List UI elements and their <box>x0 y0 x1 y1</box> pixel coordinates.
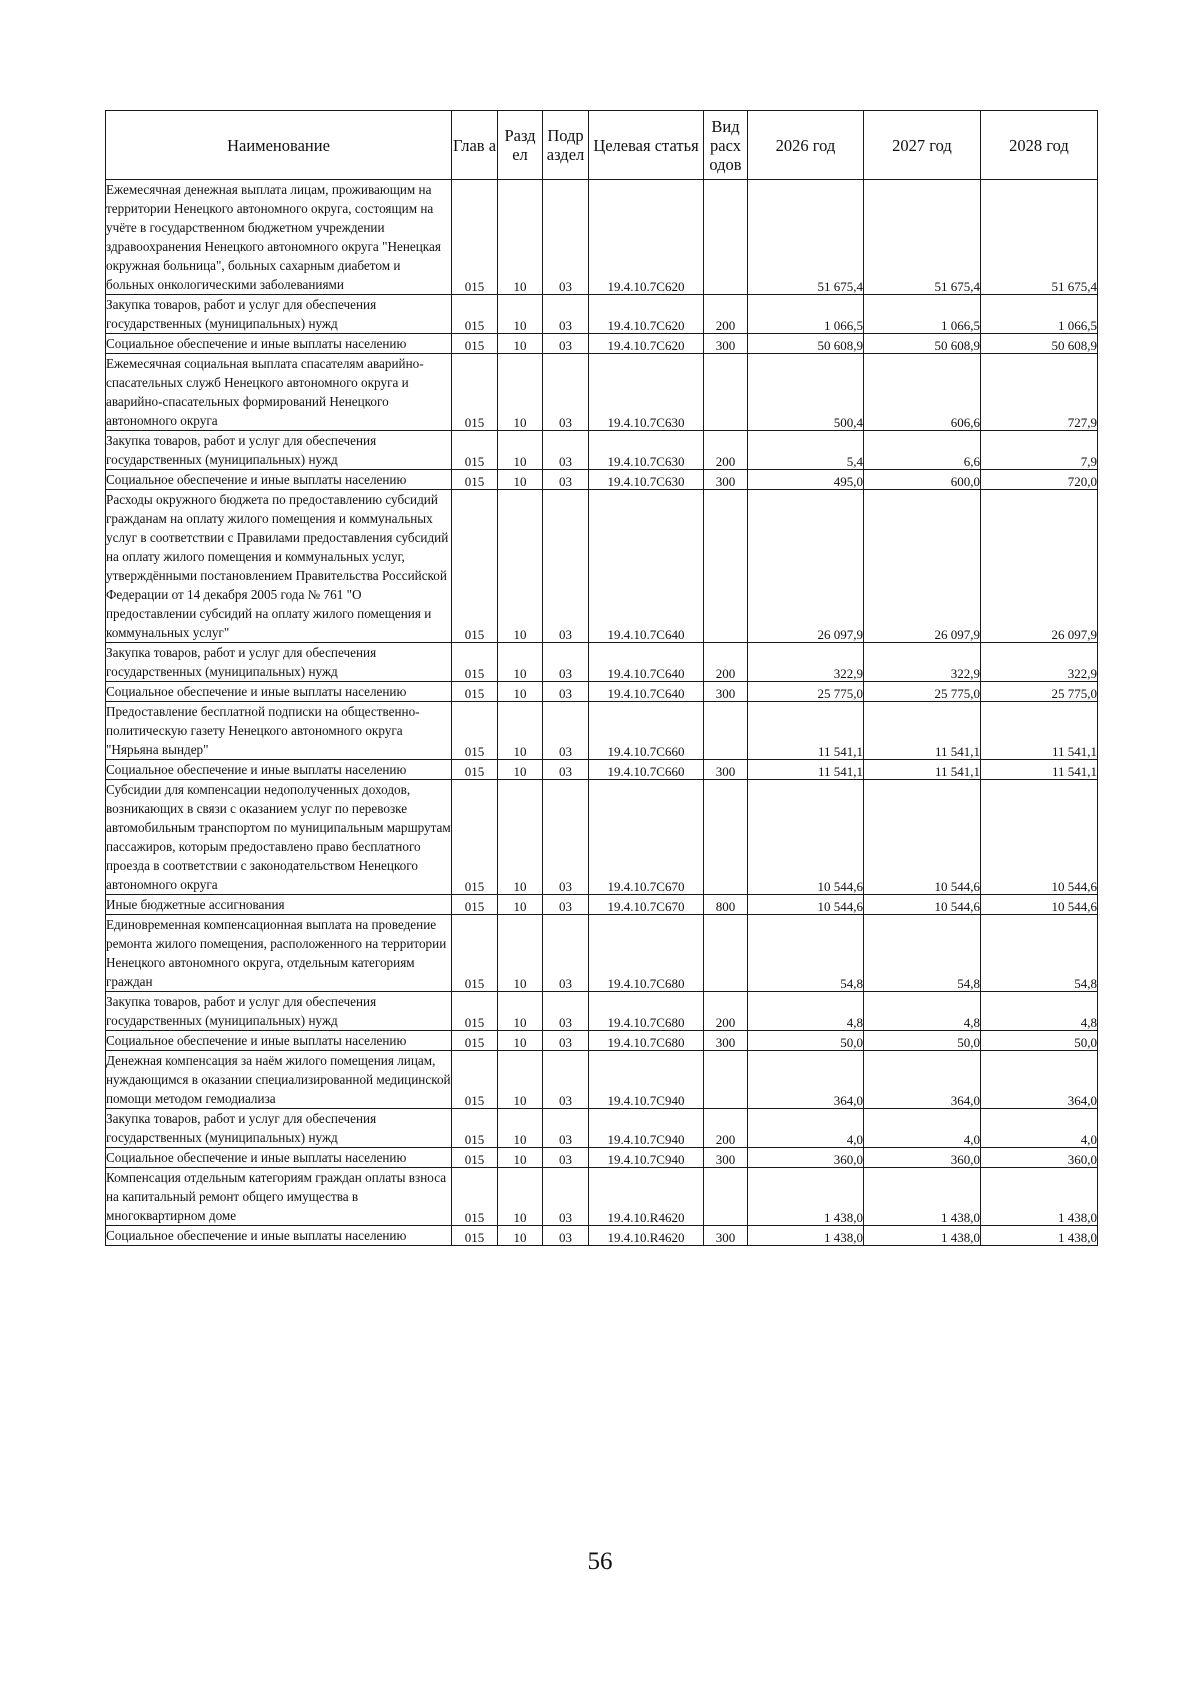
table-row <box>106 1051 1098 1109</box>
cell-podrazdel: 03 <box>543 1148 589 1168</box>
cell-2026: 11 541,1 <box>748 760 864 780</box>
cell-razdel: 10 <box>498 490 543 643</box>
cell-vid: 300 <box>704 682 748 702</box>
header-razdel: Разд ел <box>498 111 543 180</box>
cell-2027: 26 097,9 <box>864 490 981 643</box>
cell-podrazdel: 03 <box>543 470 589 490</box>
cell-glava: 015 <box>452 470 498 490</box>
header-2028: 2028 год <box>981 111 1098 180</box>
cell-razdel: 10 <box>498 1226 543 1246</box>
cell-razdel: 10 <box>498 1031 543 1051</box>
table-row <box>106 490 1098 643</box>
cell-glava: 015 <box>452 1226 498 1246</box>
header-2026: 2026 год <box>748 111 864 180</box>
cell-2027: 606,6 <box>864 354 981 431</box>
cell-target: 19.4.10.7С660 <box>589 702 704 760</box>
cell-2027: 1 438,0 <box>864 1168 981 1226</box>
cell-glava: 015 <box>452 431 498 470</box>
cell-glava: 015 <box>452 643 498 682</box>
cell-razdel: 10 <box>498 682 543 702</box>
cell-razdel: 10 <box>498 1148 543 1168</box>
cell-glava: 015 <box>452 780 498 895</box>
cell-2026: 26 097,9 <box>748 490 864 643</box>
cell-2028: 7,9 <box>981 431 1098 470</box>
table-row <box>106 354 1098 431</box>
cell-target: 19.4.10.7С640 <box>589 643 704 682</box>
cell-2027: 11 541,1 <box>864 702 981 760</box>
cell-2028: 4,0 <box>981 1109 1098 1148</box>
cell-vid <box>704 1051 748 1109</box>
table-row <box>106 334 1098 354</box>
cell-2028: 10 544,6 <box>981 895 1098 915</box>
cell-2028: 4,8 <box>981 992 1098 1031</box>
cell-podrazdel: 03 <box>543 490 589 643</box>
cell-target: 19.4.10.R4620 <box>589 1226 704 1246</box>
cell-2027: 4,0 <box>864 1109 981 1148</box>
cell-2028: 1 438,0 <box>981 1226 1098 1246</box>
cell-2028: 25 775,0 <box>981 682 1098 702</box>
cell-name: Иные бюджетные ассигнования <box>106 895 452 915</box>
cell-target: 19.4.10.7С630 <box>589 431 704 470</box>
cell-2028: 322,9 <box>981 643 1098 682</box>
cell-vid: 200 <box>704 1109 748 1148</box>
table-row <box>106 760 1098 780</box>
cell-podrazdel: 03 <box>543 1051 589 1109</box>
cell-podrazdel: 03 <box>543 760 589 780</box>
cell-2027: 4,8 <box>864 992 981 1031</box>
cell-2026: 10 544,6 <box>748 895 864 915</box>
cell-podrazdel: 03 <box>543 334 589 354</box>
cell-name: Субсидии для компенсации недополученных доходов, возникающих в связи с оказанием услуг по перевозке автомобильным транспортом по муниципальным маршрутам пассажиров, которым предоставлено право бесплатного проезда в соответствии с законодательством Ненецкого автономного округа <box>106 780 452 895</box>
cell-vid <box>704 490 748 643</box>
header-podrazdel: Подр аздел <box>543 111 589 180</box>
cell-vid: 300 <box>704 334 748 354</box>
cell-name: Закупка товаров, работ и услуг для обеспечения государственных (муниципальных) нужд <box>106 643 452 682</box>
cell-2027: 25 775,0 <box>864 682 981 702</box>
header-name: Наименование <box>106 111 452 180</box>
cell-podrazdel: 03 <box>543 702 589 760</box>
table-row <box>106 1226 1098 1246</box>
cell-2028: 1 438,0 <box>981 1168 1098 1226</box>
cell-2026: 10 544,6 <box>748 780 864 895</box>
cell-vid <box>704 780 748 895</box>
cell-2027: 360,0 <box>864 1148 981 1168</box>
cell-name: Социальное обеспечение и иные выплаты населению <box>106 682 452 702</box>
cell-glava: 015 <box>452 895 498 915</box>
cell-razdel: 10 <box>498 470 543 490</box>
cell-glava: 015 <box>452 334 498 354</box>
table-row <box>106 1168 1098 1226</box>
cell-name: Ежемесячная социальная выплата спасателям аварийно-спасательных служб Ненецкого автономного округа и аварийно-спасательных формирований Ненецкого автономного округа <box>106 354 452 431</box>
cell-target: 19.4.10.7С670 <box>589 780 704 895</box>
cell-razdel: 10 <box>498 1051 543 1109</box>
cell-vid: 200 <box>704 295 748 334</box>
cell-vid: 200 <box>704 643 748 682</box>
table-row <box>106 682 1098 702</box>
cell-razdel: 10 <box>498 702 543 760</box>
cell-target: 19.4.10.7С660 <box>589 760 704 780</box>
header-glava: Глав а <box>452 111 498 180</box>
cell-podrazdel: 03 <box>543 1226 589 1246</box>
cell-target: 19.4.10.R4620 <box>589 1168 704 1226</box>
cell-glava: 015 <box>452 1031 498 1051</box>
cell-podrazdel: 03 <box>543 354 589 431</box>
cell-razdel: 10 <box>498 1109 543 1148</box>
cell-2027: 10 544,6 <box>864 780 981 895</box>
cell-2027: 600,0 <box>864 470 981 490</box>
cell-target: 19.4.10.7С940 <box>589 1051 704 1109</box>
cell-glava: 015 <box>452 1148 498 1168</box>
cell-target: 19.4.10.7С630 <box>589 354 704 431</box>
cell-2027: 10 544,6 <box>864 895 981 915</box>
cell-2026: 364,0 <box>748 1051 864 1109</box>
cell-target: 19.4.10.7С620 <box>589 295 704 334</box>
cell-vid: 800 <box>704 895 748 915</box>
cell-glava: 015 <box>452 490 498 643</box>
cell-2027: 364,0 <box>864 1051 981 1109</box>
cell-glava: 015 <box>452 1168 498 1226</box>
cell-2027: 322,9 <box>864 643 981 682</box>
cell-target: 19.4.10.7С640 <box>589 490 704 643</box>
cell-razdel: 10 <box>498 354 543 431</box>
cell-target: 19.4.10.7С640 <box>589 682 704 702</box>
cell-name: Закупка товаров, работ и услуг для обеспечения государственных (муниципальных) нужд <box>106 992 452 1031</box>
table-header-row <box>106 111 1098 180</box>
cell-2026: 4,0 <box>748 1109 864 1148</box>
table-row <box>106 470 1098 490</box>
cell-glava: 015 <box>452 682 498 702</box>
cell-2028: 50 608,9 <box>981 334 1098 354</box>
cell-razdel: 10 <box>498 1168 543 1226</box>
cell-vid <box>704 354 748 431</box>
cell-razdel: 10 <box>498 431 543 470</box>
cell-podrazdel: 03 <box>543 180 589 295</box>
cell-razdel: 10 <box>498 295 543 334</box>
cell-podrazdel: 03 <box>543 780 589 895</box>
cell-vid <box>704 180 748 295</box>
cell-2027: 6,6 <box>864 431 981 470</box>
cell-glava: 015 <box>452 295 498 334</box>
cell-target: 19.4.10.7С680 <box>589 915 704 992</box>
cell-vid: 200 <box>704 431 748 470</box>
table-row <box>106 915 1098 992</box>
cell-name: Денежная компенсация за наём жилого помещения лицам, нуждающимся в оказании специализированной медицинской помощи методом гемодиализа <box>106 1051 452 1109</box>
cell-2028: 360,0 <box>981 1148 1098 1168</box>
budget-table <box>105 110 1098 1246</box>
cell-razdel: 10 <box>498 780 543 895</box>
cell-2027: 50,0 <box>864 1031 981 1051</box>
cell-vid <box>704 702 748 760</box>
cell-2026: 1 066,5 <box>748 295 864 334</box>
cell-target: 19.4.10.7С620 <box>589 180 704 295</box>
cell-razdel: 10 <box>498 915 543 992</box>
cell-podrazdel: 03 <box>543 1168 589 1226</box>
cell-2027: 1 066,5 <box>864 295 981 334</box>
cell-2027: 1 438,0 <box>864 1226 981 1246</box>
cell-2028: 10 544,6 <box>981 780 1098 895</box>
cell-glava: 015 <box>452 702 498 760</box>
cell-podrazdel: 03 <box>543 1031 589 1051</box>
cell-razdel: 10 <box>498 895 543 915</box>
cell-target: 19.4.10.7С940 <box>589 1148 704 1168</box>
cell-vid: 300 <box>704 1031 748 1051</box>
cell-2026: 322,9 <box>748 643 864 682</box>
page-number: 56 <box>587 1548 613 1575</box>
header-2027: 2027 год <box>864 111 981 180</box>
cell-vid <box>704 915 748 992</box>
cell-glava: 015 <box>452 1051 498 1109</box>
cell-name: Социальное обеспечение и иные выплаты населению <box>106 760 452 780</box>
cell-name: Закупка товаров, работ и услуг для обеспечения государственных (муниципальных) нужд <box>106 295 452 334</box>
cell-target: 19.4.10.7С680 <box>589 1031 704 1051</box>
cell-2026: 495,0 <box>748 470 864 490</box>
cell-glava: 015 <box>452 992 498 1031</box>
cell-2026: 50,0 <box>748 1031 864 1051</box>
cell-name: Социальное обеспечение и иные выплаты населению <box>106 1031 452 1051</box>
table-row <box>106 1031 1098 1051</box>
cell-2028: 54,8 <box>981 915 1098 992</box>
cell-2026: 4,8 <box>748 992 864 1031</box>
cell-2028: 51 675,4 <box>981 180 1098 295</box>
table-row <box>106 295 1098 334</box>
cell-target: 19.4.10.7С620 <box>589 334 704 354</box>
cell-2026: 54,8 <box>748 915 864 992</box>
cell-vid: 300 <box>704 470 748 490</box>
cell-2028: 50,0 <box>981 1031 1098 1051</box>
cell-2028: 720,0 <box>981 470 1098 490</box>
table-row <box>106 1148 1098 1168</box>
table-row <box>106 643 1098 682</box>
cell-name: Социальное обеспечение и иные выплаты населению <box>106 470 452 490</box>
cell-2028: 26 097,9 <box>981 490 1098 643</box>
cell-name: Социальное обеспечение и иные выплаты населению <box>106 1148 452 1168</box>
table-row <box>106 895 1098 915</box>
cell-2027: 11 541,1 <box>864 760 981 780</box>
cell-2028: 364,0 <box>981 1051 1098 1109</box>
cell-vid <box>704 1168 748 1226</box>
cell-target: 19.4.10.7С630 <box>589 470 704 490</box>
cell-podrazdel: 03 <box>543 643 589 682</box>
cell-target: 19.4.10.7С670 <box>589 895 704 915</box>
cell-razdel: 10 <box>498 760 543 780</box>
cell-2028: 727,9 <box>981 354 1098 431</box>
cell-target: 19.4.10.7С940 <box>589 1109 704 1148</box>
cell-podrazdel: 03 <box>543 915 589 992</box>
table-row <box>106 431 1098 470</box>
cell-podrazdel: 03 <box>543 431 589 470</box>
cell-razdel: 10 <box>498 180 543 295</box>
cell-podrazdel: 03 <box>543 992 589 1031</box>
cell-2026: 1 438,0 <box>748 1226 864 1246</box>
cell-podrazdel: 03 <box>543 895 589 915</box>
cell-2026: 11 541,1 <box>748 702 864 760</box>
cell-name: Ежемесячная денежная выплата лицам, проживающим на территории Ненецкого автономного округа, состоящим на учёте в государственном бюджетном учреждении здравоохранения Ненецкого автономного округа "Ненецкая окружная больница", больных сахарным диабетом и больных онкологическими заболеваниями <box>106 180 452 295</box>
table-row <box>106 702 1098 760</box>
cell-2028: 11 541,1 <box>981 760 1098 780</box>
cell-name: Социальное обеспечение и иные выплаты населению <box>106 1226 452 1246</box>
cell-2026: 5,4 <box>748 431 864 470</box>
cell-name: Предоставление бесплатной подписки на общественно-политическую газету Ненецкого автономного округа "Нярьяна вындер" <box>106 702 452 760</box>
cell-name: Закупка товаров, работ и услуг для обеспечения государственных (муниципальных) нужд <box>106 1109 452 1148</box>
header-target: Целевая статья <box>589 111 704 180</box>
cell-target: 19.4.10.7С680 <box>589 992 704 1031</box>
table-row <box>106 780 1098 895</box>
table-row <box>106 180 1098 295</box>
cell-vid: 300 <box>704 1148 748 1168</box>
cell-vid: 200 <box>704 992 748 1031</box>
cell-podrazdel: 03 <box>543 682 589 702</box>
cell-2027: 50 608,9 <box>864 334 981 354</box>
cell-vid: 300 <box>704 760 748 780</box>
cell-podrazdel: 03 <box>543 1109 589 1148</box>
cell-2028: 11 541,1 <box>981 702 1098 760</box>
table-row <box>106 992 1098 1031</box>
cell-name: Расходы окружного бюджета по предоставлению субсидий гражданам на оплату жилого помещения и коммунальных услуг в соответствии с Правилами предоставления субсидий на оплату жилого помещения и коммунальных услуг, утверждёнными постановлением Правительства Российской Федерации от 14 декабря 2005 года № 761 "О предоставлении субсидий на оплату жилого помещения и коммунальных услуг" <box>106 490 452 643</box>
cell-razdel: 10 <box>498 992 543 1031</box>
cell-glava: 015 <box>452 915 498 992</box>
cell-2026: 25 775,0 <box>748 682 864 702</box>
cell-2026: 50 608,9 <box>748 334 864 354</box>
cell-2026: 51 675,4 <box>748 180 864 295</box>
cell-2027: 51 675,4 <box>864 180 981 295</box>
cell-2026: 360,0 <box>748 1148 864 1168</box>
cell-glava: 015 <box>452 760 498 780</box>
cell-glava: 015 <box>452 354 498 431</box>
cell-razdel: 10 <box>498 334 543 354</box>
cell-glava: 015 <box>452 180 498 295</box>
cell-podrazdel: 03 <box>543 295 589 334</box>
cell-name: Единовременная компенсационная выплата на проведение ремонта жилого помещения, расположенного на территории Ненецкого автономного округа, отдельным категориям граждан <box>106 915 452 992</box>
cell-vid: 300 <box>704 1226 748 1246</box>
header-vid: Вид расх одов <box>704 111 748 180</box>
table-body <box>106 180 1098 1246</box>
table-row <box>106 1109 1098 1148</box>
cell-name: Закупка товаров, работ и услуг для обеспечения государственных (муниципальных) нужд <box>106 431 452 470</box>
cell-2027: 54,8 <box>864 915 981 992</box>
cell-name: Компенсация отдельным категориям граждан оплаты взноса на капитальный ремонт общего имущества в многоквартирном доме <box>106 1168 452 1226</box>
cell-name: Социальное обеспечение и иные выплаты населению <box>106 334 452 354</box>
cell-2028: 1 066,5 <box>981 295 1098 334</box>
cell-razdel: 10 <box>498 643 543 682</box>
cell-2026: 1 438,0 <box>748 1168 864 1226</box>
cell-2026: 500,4 <box>748 354 864 431</box>
cell-glava: 015 <box>452 1109 498 1148</box>
